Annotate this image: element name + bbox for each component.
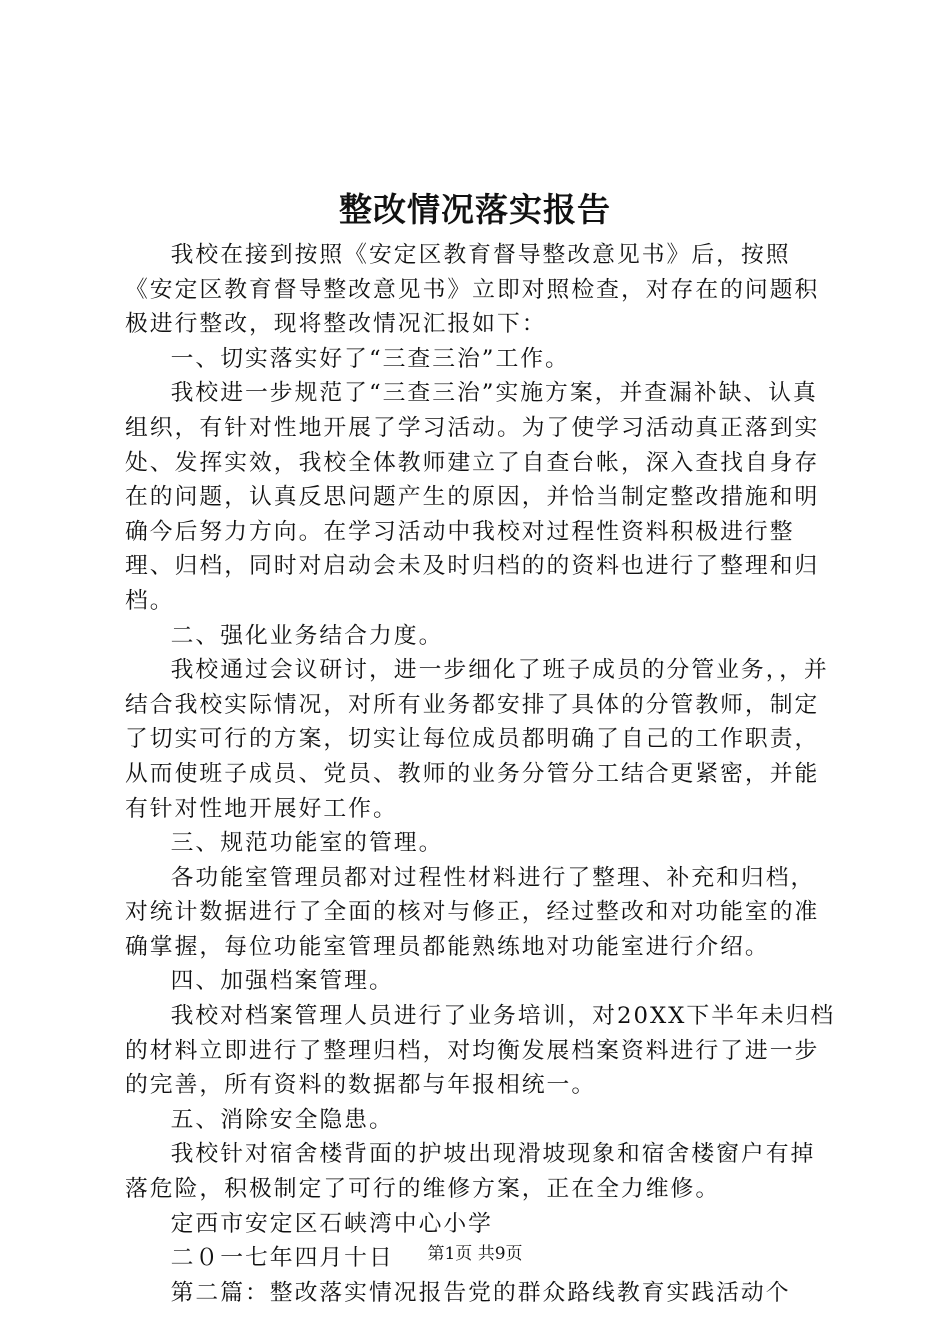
paragraph-section-3: 各功能室管理员都对过程性材料进行了整理、补充和归档，对统计数据进行了全面的核对与修正，经过整改和对功能室的准确掌握，每位功能室管理员都能熟练地对功能室进行介绍。 [125, 864, 820, 960]
section-heading-4: 四、加强档案管理。 [170, 968, 394, 995]
section-heading-2: 二、强化业务结合力度。 [170, 622, 444, 649]
signature-date: 二０一七年四月十日 [170, 1245, 394, 1272]
signature-organization: 定西市安定区石峡湾中心小学 [170, 1210, 493, 1237]
paragraph-section-2: 我校通过会议研讨，进一步细化了班子成员的分管业务，，并结合我校实际情况，对所有业务都安排了具体的分管教师，制定了切实可行的方案，切实让每位成员都明确了自己的工作职责，从而使班子成员、党员、教师的业务分管分工结合更紧密，并能有针对性地开展好工作。 [125, 657, 829, 822]
document-title: 整改情况落实报告 [339, 190, 611, 229]
page-number-footer: 第1页 共9页 [427, 1244, 523, 1264]
section-heading-3: 三、规范功能室的管理。 [170, 830, 444, 857]
document-body [125, 238, 840, 1310]
section-heading-5: 五、消除安全隐患。 [170, 1106, 394, 1133]
section-heading-1: 一、切实落实好了“三查三治”工作。 [170, 345, 570, 372]
paragraph-section-4: 我校对档案管理人员进行了业务培训，对20XX下半年未归档的材料立即进行了整理归档，对均衡发展档案资料进行了进一步的完善，所有资料的数据都与年报相统一。 [125, 1003, 836, 1099]
next-article-heading: 第二篇：整改落实情况报告党的群众路线教育实践活动个 [170, 1279, 791, 1306]
paragraph-intro: 我校在接到按照《安定区教育督导整改意见书》后，按照《安定区教育督导整改意见书》立即对照检查，对存在的问题积极进行整改，现将整改情况汇报如下： [125, 242, 820, 338]
paragraph-section-1: 我校进一步规范了“三查三治”实施方案，并查漏补缺、认真组织，有针对性地开展了学习活动。为了使学习活动真正落到实处、发挥实效，我校全体教师建立了自查台帐，深入查找自身存在的问题，认真反思问题产生的原因，并恰当制定整改措施和明确今后努力方向。在学习活动中我校对过程性资料积极进行整理、归档，同时对启动会未及时归档的的资料也进行了整理和归档。 [125, 380, 820, 614]
paragraph-section-5: 我校针对宿舍楼背面的护坡出现滑坡现象和宿舍楼窗户有掉落危险，积极制定了可行的维修方案，正在全力维修。 [125, 1141, 816, 1203]
